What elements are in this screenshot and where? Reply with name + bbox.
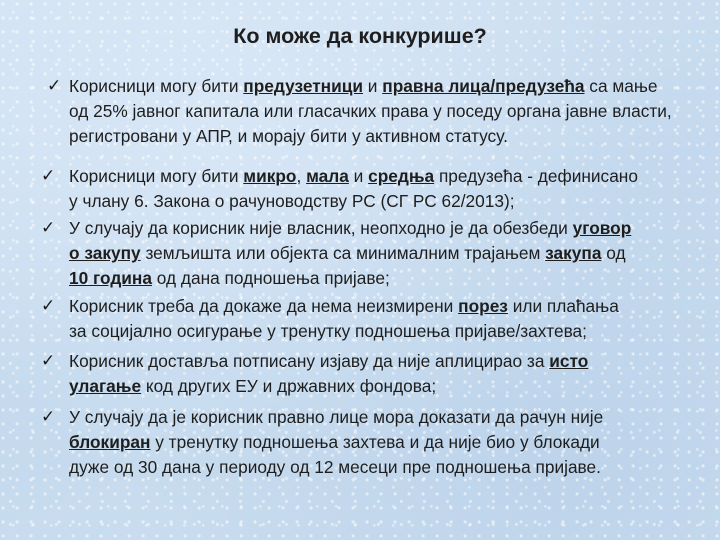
text-run: и: [348, 166, 369, 186]
bullet-line: [69, 189, 515, 213]
text-run: Корисник треба да докаже да нема неизмирени: [69, 296, 459, 316]
bullet-line: [69, 74, 658, 98]
text-run: У случају да корисник није власник, неопходно је да обезбеди: [69, 218, 573, 238]
underlined-term: улагање: [69, 376, 142, 396]
text-run: Корисници могу бити: [69, 166, 244, 186]
text-run: од: [601, 243, 626, 263]
checkmark-icon: ✓: [41, 296, 56, 316]
underlined-term: исто: [549, 351, 589, 371]
underlined-term: закупа: [545, 243, 602, 263]
underlined-term: средња: [368, 166, 435, 186]
checkmark-icon: ✓: [41, 351, 56, 371]
bullet-line: [69, 319, 587, 343]
bullet-line: [69, 266, 390, 290]
bullet-line: [69, 430, 600, 454]
underlined-term: уговор: [572, 218, 632, 238]
text-run: ,: [296, 166, 307, 186]
text-run: дуже од 30 дана у периоду од 12 месеци пре подношења пријаве.: [69, 457, 601, 477]
bullet-line: [69, 405, 603, 429]
text-run: предузећа - дефинисано: [434, 166, 638, 186]
text-run: или плаћања: [507, 296, 619, 316]
bullet-item: [41, 294, 707, 346]
bullet-line: [69, 455, 601, 479]
checkmark-icon: ✓: [41, 407, 56, 427]
bullet-line: [69, 164, 638, 188]
underlined-term: микро: [243, 166, 297, 186]
underlined-term: правна лица/предузећа: [382, 76, 585, 96]
underlined-term: предузетници: [243, 76, 363, 96]
checkmark-icon: ✓: [41, 166, 56, 186]
slide-title: Ко може да конкурише?: [233, 24, 487, 48]
underlined-term: 10 година: [69, 268, 152, 288]
underlined-term: порез: [458, 296, 508, 316]
text-run: земљишта или објекта са минималним трајањем: [140, 243, 546, 263]
text-run: Корисник доставља потписану изјаву да није аплицирао за: [69, 351, 550, 371]
text-run: од дана подношења пријаве;: [151, 268, 390, 288]
bullet-item: [41, 349, 707, 401]
checkmark-icon: ✓: [47, 76, 62, 96]
underlined-term: о закупу: [69, 243, 141, 263]
bullet-item: [41, 164, 707, 216]
text-run: од 25% јавног капитала или гласачких права у поседу органа јавне власти,: [69, 101, 672, 121]
bullet-line: [69, 99, 672, 123]
bullet-item: [41, 216, 707, 296]
text-run: и: [362, 76, 383, 96]
text-run: у члану 6. Закона о рачуноводству РС (СГ РС 62/2013);: [69, 191, 515, 211]
text-run: регистровани у АПР, и морају бити у активном статусу.: [69, 126, 508, 146]
text-run: У случају да је корисник правно лице мора доказати да рачун није: [69, 407, 604, 427]
text-run: у тренутку подношења захтева и да није био у блокади: [150, 432, 600, 452]
bullet-line: [69, 216, 631, 240]
underlined-term: мала: [306, 166, 349, 186]
text-run: са мање: [584, 76, 658, 96]
text-run: за социјално осигурање у тренутку подношења пријаве/захтева;: [69, 321, 587, 341]
bullet-item: [47, 74, 707, 154]
bullet-line: [69, 241, 626, 265]
bullet-line: [69, 294, 619, 318]
bullet-item: [41, 405, 707, 485]
checkmark-icon: ✓: [41, 218, 56, 238]
text-run: Корисници могу бити: [69, 76, 244, 96]
bullet-line: [69, 124, 508, 148]
underlined-term: блокиран: [69, 432, 151, 452]
text-run: код других ЕУ и државних фондова;: [141, 376, 437, 396]
bullet-line: [69, 349, 588, 373]
bullet-line: [69, 374, 436, 398]
